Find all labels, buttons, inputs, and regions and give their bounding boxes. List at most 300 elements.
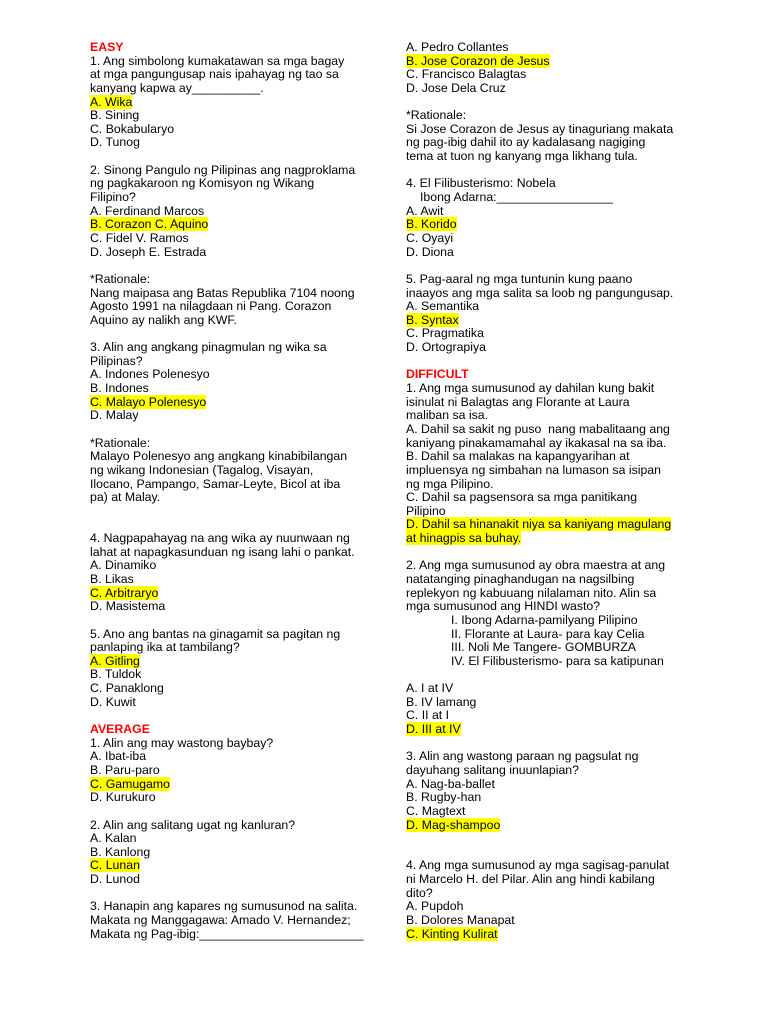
answer-option-text: B. Jose Corazon de Jesus [406, 53, 550, 68]
answer-option-text-line [90, 396, 390, 410]
option-text-line [90, 232, 390, 246]
question-text: Makata ng Pag-ibig:________________________ [90, 926, 364, 941]
question-text-line [90, 641, 390, 655]
answer-option [406, 819, 751, 833]
option [90, 246, 390, 260]
option-text-line [90, 136, 390, 150]
answer-option-text: B. Syntax [406, 312, 459, 327]
rationale-text: Aquino ay nalikh ang KWF. [90, 312, 237, 327]
rationale-text-line [90, 450, 390, 464]
option [406, 68, 751, 82]
option-text-line [90, 764, 390, 778]
option-text: A. Nag-ba-ballet [406, 776, 495, 791]
option-text: B. Sining [90, 108, 140, 123]
question-text: Filipino? [90, 190, 136, 205]
question-text: 4. Ang mga sumusunod ay mga sagisag-panulat [406, 858, 670, 873]
option-text-line [406, 41, 751, 55]
option-text: B. Tuldok [90, 667, 142, 682]
rationale-text-line [90, 478, 390, 492]
option [90, 573, 390, 587]
rationale-text-line [406, 136, 751, 150]
answer-option-text: D. Dahil sa hinanakit niya sa kaniyang magulang [406, 517, 672, 532]
question-text-line [90, 928, 390, 942]
option [406, 778, 751, 792]
question-text-line [90, 900, 390, 914]
option-text-line [90, 668, 390, 682]
answer-option [90, 655, 390, 669]
question-text-line [406, 382, 751, 396]
section-heading-text: DIFFICULT [406, 367, 469, 382]
option [90, 846, 390, 860]
option-text: C. Francisco Balagtas [406, 67, 527, 82]
question-text-line [90, 628, 390, 642]
option [406, 205, 751, 219]
option-text-line [406, 491, 751, 505]
option [406, 682, 751, 696]
option [90, 109, 390, 123]
option-text-line [406, 696, 751, 710]
answer-option [90, 218, 390, 232]
option-text: D. Malay [90, 408, 139, 423]
rationale-text: Agosto 1991 na nilagdaan ni Pang. Corazon [90, 299, 332, 314]
option-text: C. Panaklong [90, 681, 164, 696]
option-text: D. Masistema [90, 599, 166, 614]
option [90, 791, 390, 805]
option [406, 246, 751, 260]
answer-option-text: A. Wika [90, 94, 133, 109]
option [406, 232, 751, 246]
answer-option-text: B. Corazon C. Aquino [90, 217, 209, 232]
question-text: replekyon ng kabuuang nilalaman nito. Alin sa [406, 585, 657, 600]
option-text: C. II at I [406, 708, 450, 723]
option [406, 82, 751, 96]
answer-option-text-line [406, 518, 751, 532]
question-text-line [406, 559, 751, 573]
option-text: C. Bokabularyo [90, 121, 175, 136]
option-text: A. I at IV [406, 681, 454, 696]
answer-option-text-line [406, 723, 751, 737]
option [406, 709, 751, 723]
option-text-line [406, 778, 751, 792]
rationale-text-line [90, 287, 390, 301]
answer-option-text: C. Malayo Polenesyo [90, 394, 207, 409]
section-heading [90, 723, 390, 737]
rationale-text-line [406, 150, 751, 164]
rationale-text: tema at tuon ng kanyang mga likhang tula. [406, 149, 638, 164]
question-text-line [406, 573, 751, 587]
option-text: D. Tunog [90, 135, 140, 150]
question-text: 1. Ang simbolong kumakatawan sa mga bagay [90, 53, 345, 68]
question-text: mga sumusunod ang HINDI wasto? [406, 599, 601, 614]
option-text-line [90, 246, 390, 260]
statement-item: IV. El Filibusterismo- para sa katipunan [451, 653, 664, 668]
option-text-line [406, 505, 751, 519]
question-text-line [90, 68, 390, 82]
right-column [406, 41, 751, 941]
question-text: 2. Ang mga sumusunod ay obra maestra at ang [406, 558, 666, 573]
option-text-line [90, 123, 390, 137]
question-text-line [406, 887, 751, 901]
section-heading-text-line [406, 368, 751, 382]
option-text-line [406, 914, 751, 928]
rationale-text: Malayo Polenesyo ang angkang kinabibilangan [90, 449, 348, 464]
option-text: A. Semantika [406, 299, 480, 314]
option-text-line [90, 873, 390, 887]
option-text: B. Likas [90, 572, 134, 586]
question-text-line [406, 177, 751, 191]
option [90, 873, 390, 887]
rationale-text-line [90, 314, 390, 328]
option [406, 41, 751, 55]
question-text-line [90, 341, 390, 355]
option-text: A. Ibat-iba [90, 749, 147, 764]
answer-option-text: C. Lunan [90, 858, 140, 873]
option-text-line [90, 846, 390, 860]
option [90, 600, 390, 614]
answer-option [406, 218, 751, 232]
rationale-text-line [90, 491, 390, 505]
answer-option-text-line [406, 218, 751, 232]
rationale-text-line [90, 464, 390, 478]
question-block [90, 164, 390, 259]
option [406, 491, 751, 518]
answer-option [90, 859, 390, 873]
option-text: C. Dahil sa pagsensora sa mga panitikang [406, 490, 638, 505]
option-text: A. Dahil sa sakit ng puso nang mabalitaang ang [406, 421, 670, 436]
rationale-block [406, 109, 751, 164]
option-text-line [406, 205, 751, 219]
question-text-line [406, 287, 751, 301]
section-heading [90, 41, 390, 55]
question-text: dito? [406, 885, 433, 900]
question-text-line [90, 355, 390, 369]
option [90, 136, 390, 150]
option-text: D. Joseph E. Estrada [90, 244, 207, 259]
question-text: 3. Hanapin ang kapares ng sumusunod na salita. [90, 899, 358, 914]
question-text-line [90, 737, 390, 751]
question-text: maliban sa isa. [406, 408, 489, 423]
option-text: A. Indones Polenesyo [90, 367, 210, 382]
answer-option-text: at hinagpis sa buhay. [406, 531, 522, 546]
option-text-line [90, 205, 390, 219]
question-block [90, 819, 390, 887]
option-text: B. Indones [90, 381, 149, 396]
option-text: B. Dahil sa malakas na kapangyarihan at [406, 449, 630, 464]
rationale-block [90, 273, 390, 328]
rationale-text: *Rationale: [406, 108, 467, 123]
answer-option-text-line [406, 532, 751, 546]
question-text: Ibong Adarna:_________________ [420, 190, 613, 205]
statement-list [406, 614, 751, 669]
question-text: inaayos ang mga salita sa loob ng pangungusap. [406, 285, 674, 300]
option-text: A. Dinamiko [90, 558, 157, 573]
option [90, 764, 390, 778]
option-text: C. Oyayi [406, 230, 454, 245]
option-text-line [406, 423, 751, 437]
option [406, 696, 751, 710]
statement-item-line [406, 655, 751, 669]
option [406, 450, 751, 491]
answer-option-text-line [90, 859, 390, 873]
question-text: at mga pangungusap nais ipahayag ng tao sa [90, 67, 339, 82]
option [406, 914, 751, 928]
option [90, 232, 390, 246]
answer-option-text-line [90, 587, 390, 601]
option-text-line [90, 832, 390, 846]
option-text-line [90, 682, 390, 696]
question-block [406, 382, 751, 546]
answer-option [406, 55, 751, 69]
rationale-text: pa) at Malay. [90, 490, 161, 505]
option-text: ng mga Pilipino. [406, 476, 494, 491]
question-block [90, 532, 390, 614]
answer-option [90, 778, 390, 792]
option-text: kaniyang pinakamamahal ay ikakasal na sa iba. [406, 435, 667, 450]
statement-item: II. Florante at Laura- para kay Celia [451, 626, 645, 641]
question-text-line [406, 859, 751, 873]
option-text-line [406, 791, 751, 805]
option-text: B. Kanlong [90, 844, 151, 859]
rationale-text: Si Jose Corazon de Jesus ay tinaguriang makata [406, 121, 674, 136]
question-text: isinulat ni Balagtas ang Florante at Laura [406, 394, 630, 409]
question-text: 3. Alin ang wastong paraan ng pagsulat ng [406, 749, 639, 764]
answer-option-text: B. Korido [406, 217, 457, 232]
option-text-line [90, 573, 390, 587]
question-text: 4. El Filibusterismo: Nobela [406, 176, 556, 191]
question-text-line [406, 750, 751, 764]
statement-item: III. Noli Me Tangere- GOMBURZA [451, 640, 636, 655]
answer-option [90, 587, 390, 601]
option-text: D. Lunod [90, 872, 140, 887]
option-text-line [90, 600, 390, 614]
question-block [90, 737, 390, 805]
option [90, 668, 390, 682]
answer-option [406, 314, 751, 328]
question-text-line [90, 546, 390, 560]
question-block [406, 559, 751, 736]
option [406, 300, 751, 314]
option [90, 123, 390, 137]
question-text: kanyang kapwa ay__________. [90, 80, 264, 95]
rationale-text: ng pag-ibig dahil ito ay kadalasang nagiging [406, 135, 646, 150]
question-text-line [406, 409, 751, 423]
option-text-line [406, 341, 751, 355]
option-text: A. Pedro Collantes [406, 40, 509, 54]
option-text: B. Rugby-han [406, 790, 482, 805]
option-text-line [406, 478, 751, 492]
option [406, 341, 751, 355]
answer-option-text-line [406, 55, 751, 69]
option-text-line [406, 450, 751, 464]
question-text-line [90, 177, 390, 191]
question-text: panlaping ika at tambilang? [90, 640, 240, 655]
option [90, 205, 390, 219]
option [90, 382, 390, 396]
rationale-text: *Rationale: [90, 435, 151, 450]
option-text-line [406, 246, 751, 260]
rationale-block [90, 437, 390, 505]
question-block [406, 273, 751, 355]
question-text-line [90, 819, 390, 833]
answer-option-text: A. Gitling [90, 653, 140, 668]
option-text: Pilipino [406, 503, 446, 518]
answer-option-text: C. Gamugamo [90, 776, 170, 791]
option [90, 696, 390, 710]
question-text: 2. Alin ang salitang ugat ng kanluran? [90, 817, 296, 832]
question-block [406, 750, 751, 832]
option [90, 409, 390, 423]
option-text-line [90, 791, 390, 805]
option-text: impluensya ng simbahan na lumason sa isipan [406, 462, 661, 477]
question-text: Makata ng Manggagawa: Amado V. Hernandez; [90, 913, 351, 928]
option-text-line [406, 68, 751, 82]
rationale-text: ng wikang Indonesian (Tagalog, Visayan, [90, 462, 314, 477]
question-text-line [90, 55, 390, 69]
option-text-line [90, 109, 390, 123]
question-text-line [406, 396, 751, 410]
answer-option [406, 518, 751, 545]
statement-item-line [406, 641, 751, 655]
question-block [406, 177, 751, 259]
answer-option-text: C. Arbitraryo [90, 585, 159, 600]
option-text: D. Jose Dela Cruz [406, 80, 506, 95]
option-text: A. Awit [406, 203, 444, 218]
option [90, 832, 390, 846]
question-text-line [406, 600, 751, 614]
answer-option-text-line [90, 655, 390, 669]
option [90, 682, 390, 696]
rationale-text-line [90, 300, 390, 314]
question-block [90, 341, 390, 423]
section-heading-text-line [90, 723, 390, 737]
option [90, 750, 390, 764]
option-text-line [406, 682, 751, 696]
option-text: A. Pupdoh [406, 899, 464, 914]
statement-item-line [406, 628, 751, 642]
question-block [90, 628, 390, 710]
answer-option-text-line [90, 218, 390, 232]
option-text: A. Kalan [90, 831, 137, 846]
option-text-line [406, 464, 751, 478]
question-text-line [90, 82, 390, 96]
option-text-line [406, 82, 751, 96]
answer-option-text-line [90, 96, 390, 110]
answer-option [90, 396, 390, 410]
question-text: 3. Alin ang angkang pinagmulan ng wika sa [90, 340, 327, 355]
option [90, 559, 390, 573]
answer-option-text-line [406, 928, 751, 942]
answer-option-text-line [406, 314, 751, 328]
option-text-line [90, 696, 390, 710]
option-text-line [406, 327, 751, 341]
section-heading [406, 368, 751, 382]
option-text: B. Paru-paro [90, 762, 160, 777]
option-text-line [406, 900, 751, 914]
answer-option [90, 96, 390, 110]
question-block [406, 859, 751, 941]
option-text-line [90, 382, 390, 396]
option-text-line [406, 805, 751, 819]
option-text: C. Fidel V. Ramos [90, 230, 189, 245]
option-text: C. Pragmatika [406, 326, 484, 341]
question-text-line [406, 587, 751, 601]
option-text: B. Dolores Manapat [406, 913, 515, 928]
option-text: D. Diona [406, 244, 454, 259]
option [90, 368, 390, 382]
answer-option-text: D. III at IV [406, 722, 461, 737]
option-text-line [90, 368, 390, 382]
question-text: 5. Ano ang bantas na ginagamit sa pagitan ng [90, 626, 341, 641]
answer-option-text-line [406, 819, 751, 833]
rationale-text: *Rationale: [90, 271, 151, 286]
section-heading-text: AVERAGE [90, 722, 150, 737]
option-text-line [90, 559, 390, 573]
question-text-line [90, 191, 390, 205]
question-text: 5. Pag-aaral ng mga tuntunin kung paano [406, 271, 633, 286]
question-text-line [406, 764, 751, 778]
rationale-text-line [406, 123, 751, 137]
left-column [90, 41, 390, 941]
option-text: A. Ferdinand Marcos [90, 203, 205, 218]
option-text-line [90, 409, 390, 423]
question-text-line [90, 164, 390, 178]
rationale-text-line [406, 109, 751, 123]
rationale-text-line [90, 273, 390, 287]
option-text-line [406, 437, 751, 451]
question-text-line [406, 191, 751, 205]
rationale-text: Ilocano, Pampango, Samar-Leyte, Bicol at iba [90, 476, 341, 491]
question-text: Pilipinas? [90, 353, 143, 368]
section-heading-text: EASY [90, 40, 124, 54]
question-text: ni Marcelo H. del Pilar. Alin ang hindi kabilang [406, 872, 655, 887]
option-text: C. Magtext [406, 803, 466, 818]
rationale-text-line [90, 437, 390, 451]
option-text: D. Kuwit [90, 694, 136, 709]
question-text-line [90, 532, 390, 546]
option-text: D. Kurukuro [90, 790, 156, 805]
question-text-line [90, 914, 390, 928]
question-text: ng pagkakaroon ng Komisyon ng Wikang [90, 176, 315, 191]
option-text-line [406, 709, 751, 723]
answer-option-text-line [90, 778, 390, 792]
answer-option-text: C. Kinting Kulirat [406, 926, 498, 941]
question-block [406, 41, 751, 96]
question-text: 2. Sinong Pangulo ng Pilipinas ang nagproklama [90, 162, 356, 177]
option-text-line [406, 232, 751, 246]
question-text: 1. Alin ang may wastong baybay? [90, 735, 274, 750]
option-text-line [406, 300, 751, 314]
question-text-line [406, 273, 751, 287]
option-text: B. IV lamang [406, 694, 477, 709]
option [406, 423, 751, 450]
option-text-line [90, 750, 390, 764]
question-text: lahat at napagkasunduan ng isang lahi o pankat. [90, 544, 355, 559]
question-text: natatanging pinaghandugan na nagsilbing [406, 571, 635, 586]
question-text: 1. Ang mga sumusunod ay dahilan kung bakit [406, 381, 655, 396]
question-text: dayuhang salitang inuunlapian? [406, 762, 579, 777]
option-text: D. Ortograpiya [406, 340, 486, 355]
answer-option [406, 928, 751, 942]
statement-item: I. Ibong Adarna-pamilyang Pilipino [451, 612, 638, 627]
question-text: 4. Nagpapahayag na ang wika ay nuunwaan ng [90, 531, 350, 546]
question-text-line [406, 873, 751, 887]
statement-item-line [406, 614, 751, 628]
option [406, 791, 751, 805]
answer-option-text: D. Mag-shampoo [406, 817, 501, 832]
option [406, 327, 751, 341]
question-block [90, 55, 390, 150]
answer-option [406, 723, 751, 737]
